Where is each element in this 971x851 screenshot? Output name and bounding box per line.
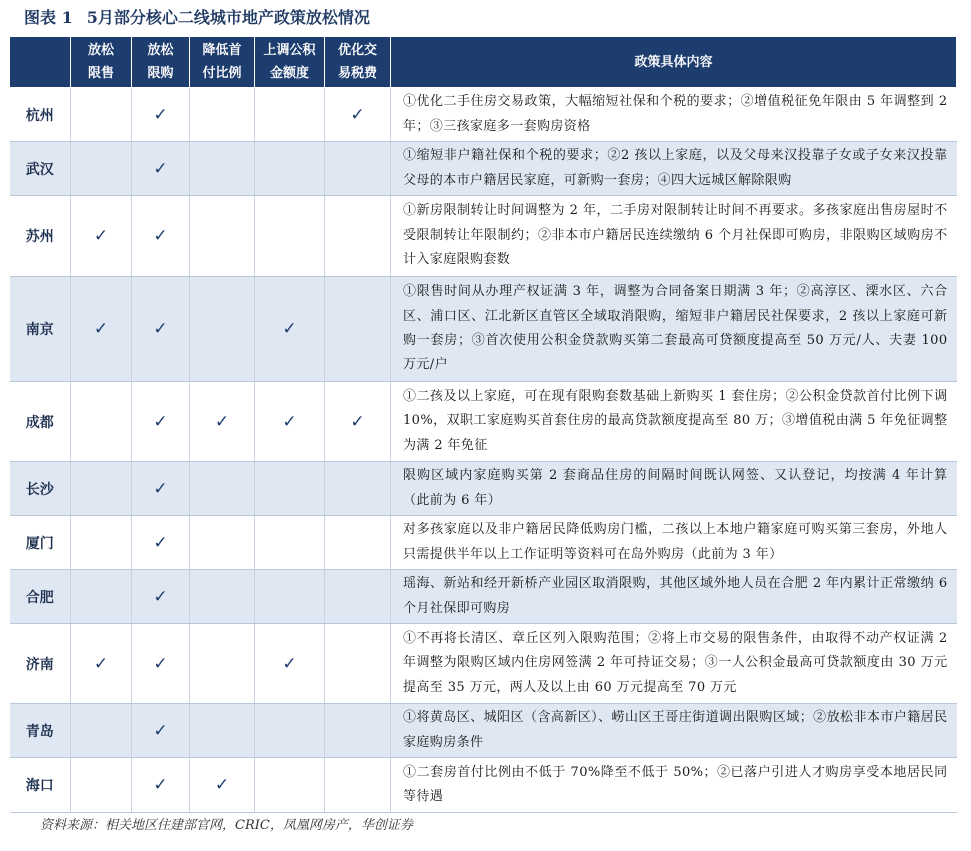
check-icon xyxy=(325,277,391,382)
check-icon xyxy=(325,758,391,813)
city-cell: 杭州 xyxy=(10,88,71,142)
check-icon xyxy=(190,462,255,516)
city-cell: 海口 xyxy=(10,758,71,813)
city-cell: 南京 xyxy=(10,277,71,382)
header-relax-sale-restriction: 放松 限售 xyxy=(71,37,132,88)
check-icon: ✓ xyxy=(132,88,190,142)
header-relax-purchase-restriction: 放松 限购 xyxy=(132,37,190,88)
check-icon xyxy=(325,570,391,624)
header-lower-down-payment: 降低首 付比例 xyxy=(190,37,255,88)
check-icon xyxy=(190,277,255,382)
figure-title xyxy=(24,6,370,30)
city-cell: 济南 xyxy=(10,624,71,704)
header-raise-provident-fund: 上调公积 金额度 xyxy=(255,37,325,88)
check-icon xyxy=(325,142,391,196)
check-icon: ✓ xyxy=(132,277,190,382)
check-icon xyxy=(190,704,255,758)
city-cell: 青岛 xyxy=(10,704,71,758)
check-icon: ✓ xyxy=(190,758,255,813)
check-icon xyxy=(71,88,132,142)
table-row xyxy=(10,196,957,277)
table-row xyxy=(10,88,957,142)
check-icon xyxy=(255,142,325,196)
policy-content-cell: ①将黄岛区、城阳区（含高新区）、崂山区王哥庄街道调出限购区域；②放松非本市户籍居民家庭购房条件 xyxy=(391,704,957,758)
table-row xyxy=(10,462,957,516)
header-policy-content: 政策具体内容 xyxy=(391,37,957,88)
policy-content-cell: 对多孩家庭以及非户籍居民降低购房门槛，二孩以上本地户籍家庭可购买第三套房，外地人只需提供半年以上工作证明等资料可在岛外购房（此前为 3 年） xyxy=(391,516,957,570)
table-row xyxy=(10,277,957,382)
check-icon xyxy=(71,570,132,624)
check-icon xyxy=(71,142,132,196)
check-icon: ✓ xyxy=(190,382,255,462)
figure-number: 图表 1 xyxy=(24,8,73,27)
check-icon: ✓ xyxy=(325,88,391,142)
table-row xyxy=(10,624,957,704)
check-icon xyxy=(71,516,132,570)
city-cell: 成都 xyxy=(10,382,71,462)
check-icon xyxy=(325,516,391,570)
check-icon: ✓ xyxy=(71,196,132,277)
city-cell: 合肥 xyxy=(10,570,71,624)
policy-content-cell: ①缩短非户籍社保和个税的要求；②2 孩以上家庭，以及父母来汉投靠子女或子女来汉投靠父母的本市户籍居民家庭，可新购一套房；④四大远城区解除限购 xyxy=(391,142,957,196)
check-icon xyxy=(325,624,391,704)
table-row xyxy=(10,758,957,813)
policy-content-cell: ①优化二手住房交易政策，大幅缩短社保和个税的要求；②增值税征免年限由 5 年调整到 2 年；③三孩家庭多一套购房资格 xyxy=(391,88,957,142)
check-icon: ✓ xyxy=(132,516,190,570)
check-icon xyxy=(255,88,325,142)
policy-content-cell: 限购区域内家庭购买第 2 套商品住房的间隔时间既认网签、又认登记，均按满 4 年计算（此前为 6 年） xyxy=(391,462,957,516)
check-icon xyxy=(71,462,132,516)
check-icon: ✓ xyxy=(132,462,190,516)
table-row xyxy=(10,570,957,624)
policy-content-cell: ①限售时间从办理产权证满 3 年，调整为合同备案日期满 3 年；②高淳区、溧水区、六合区、浦口区、江北新区直管区全域取消限购，缩短非户籍居民社保要求，2 孩以上家庭可新购一套房；③首次使用公积金贷款购买第二套最高可贷额度提高至 50 万元/人、夫妻 100 万元/户 xyxy=(391,277,957,382)
source-note: 资料来源：相关地区住建部官网，CRIC，凤凰网房产，华创证券 xyxy=(40,818,413,833)
city-cell: 苏州 xyxy=(10,196,71,277)
policy-content-cell: ①二套房首付比例由不低于 70%降至不低于 50%；②已落户引进人才购房享受本地居民同等待遇 xyxy=(391,758,957,813)
check-icon xyxy=(190,516,255,570)
check-icon xyxy=(190,570,255,624)
check-icon: ✓ xyxy=(132,624,190,704)
check-icon xyxy=(325,462,391,516)
header-row xyxy=(10,37,957,88)
policy-content-cell: ①不再将长清区、章丘区列入限购范围；②将上市交易的限售条件，由取得不动产权证满 2 年调整为限购区域内住房网签满 2 年可持证交易；③一人公积金最高可贷款额度由 30 万元提高至 35 万元，两人及以上由 60 万元提高至 70 万元 xyxy=(391,624,957,704)
check-icon xyxy=(325,704,391,758)
check-icon: ✓ xyxy=(132,704,190,758)
check-icon xyxy=(255,462,325,516)
check-icon xyxy=(190,624,255,704)
policy-content-cell: ①新房限制转让时间调整为 2 年，二手房对限制转让时间不再要求。多孩家庭出售房屋时不受限制转让年限制约；②非本市户籍居民连续缴纳 6 个月社保即可购房，非限购区域购房不计入家庭限购套数 xyxy=(391,196,957,277)
check-icon: ✓ xyxy=(132,570,190,624)
table-row xyxy=(10,382,957,462)
check-icon: ✓ xyxy=(132,196,190,277)
city-cell: 武汉 xyxy=(10,142,71,196)
check-icon xyxy=(71,758,132,813)
check-icon: ✓ xyxy=(71,277,132,382)
header-optimize-tax: 优化交 易税费 xyxy=(325,37,391,88)
figure-title-text: 5月部分核心二线城市地产政策放松情况 xyxy=(86,8,370,27)
city-cell: 厦门 xyxy=(10,516,71,570)
check-icon xyxy=(71,382,132,462)
table-row xyxy=(10,142,957,196)
check-icon xyxy=(325,196,391,277)
table-row xyxy=(10,704,957,758)
check-icon xyxy=(190,88,255,142)
policy-content-cell: 瑶海、新站和经开新桥产业园区取消限购，其他区域外地人员在合肥 2 年内累计正常缴纳 6 个月社保即可购房 xyxy=(391,570,957,624)
table-row xyxy=(10,516,957,570)
header-city xyxy=(10,37,71,88)
check-icon: ✓ xyxy=(132,142,190,196)
check-icon: ✓ xyxy=(255,624,325,704)
policy-content-cell: ①二孩及以上家庭，可在现有限购套数基础上新购买 1 套住房；②公积金贷款首付比例下调 10%，双职工家庭购买首套住房的最高贷款额度提高至 80 万；③增值税由满 5 年免征调整为满 2 年免征 xyxy=(391,382,957,462)
policy-table xyxy=(9,36,957,813)
check-icon xyxy=(190,142,255,196)
check-icon: ✓ xyxy=(325,382,391,462)
check-icon: ✓ xyxy=(71,624,132,704)
check-icon: ✓ xyxy=(255,277,325,382)
check-icon xyxy=(71,704,132,758)
check-icon xyxy=(255,758,325,813)
check-icon xyxy=(255,570,325,624)
check-icon xyxy=(255,196,325,277)
check-icon: ✓ xyxy=(132,382,190,462)
city-cell: 长沙 xyxy=(10,462,71,516)
check-icon xyxy=(255,704,325,758)
check-icon: ✓ xyxy=(255,382,325,462)
check-icon xyxy=(255,516,325,570)
check-icon xyxy=(190,196,255,277)
check-icon: ✓ xyxy=(132,758,190,813)
